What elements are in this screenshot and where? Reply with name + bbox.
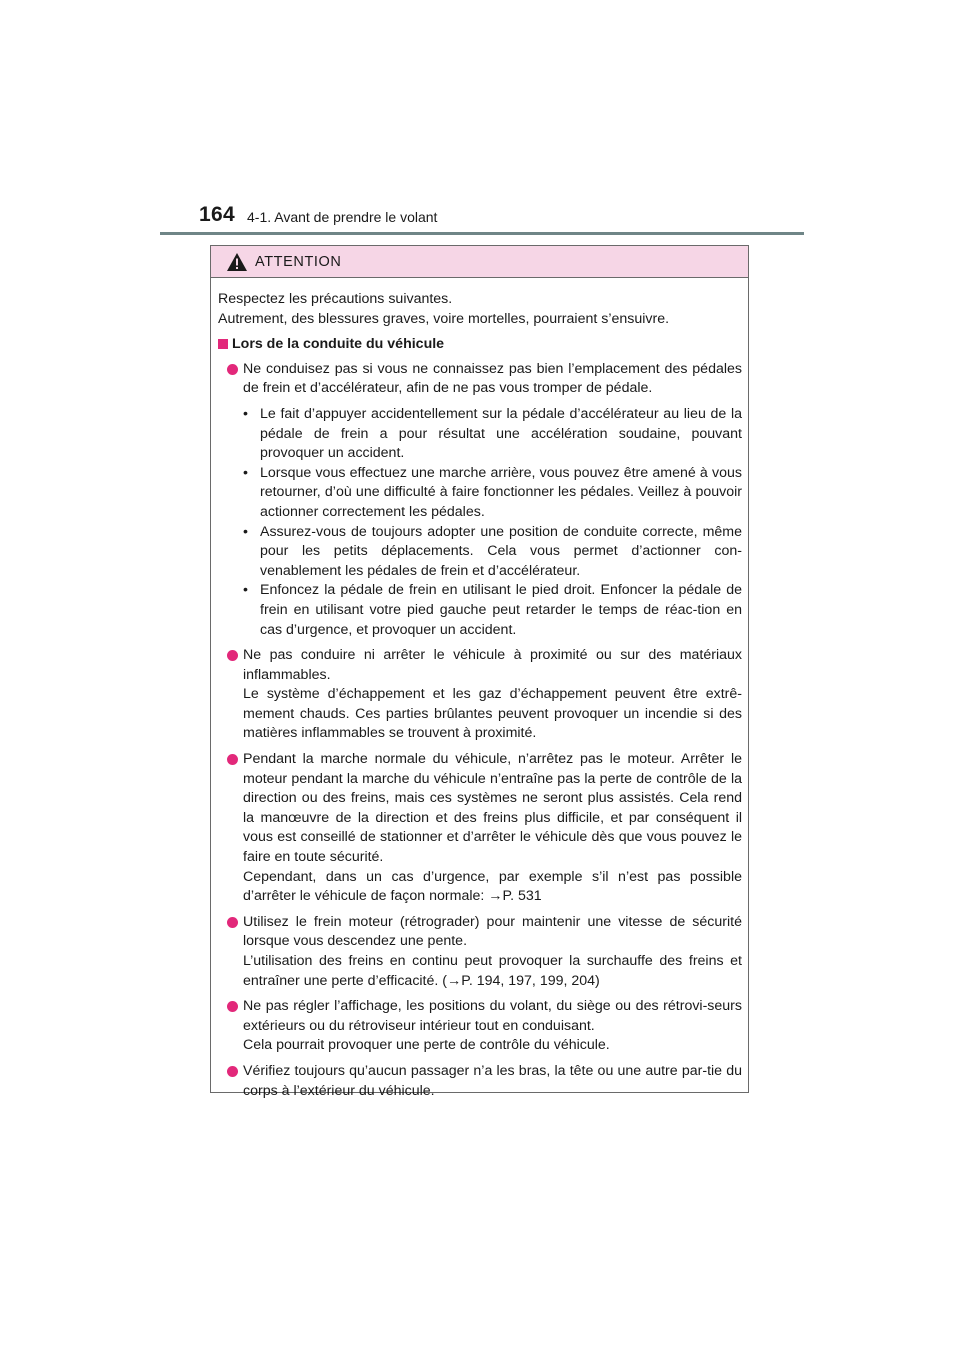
- section-heading-text: Lors de la conduite du véhicule: [232, 336, 445, 353]
- page-number: 164: [199, 203, 235, 226]
- header-rule: [160, 232, 804, 235]
- warning-body: [218, 290, 742, 1107]
- sub-list-item-text: Lorsque vous effectuez une marche arrière, vous pouvez être amené à vous retourner, d’où une difficulté à faire fonctionner les pédales. Veillez à pouvoir actionner correctement les pédales.: [260, 464, 742, 520]
- warning-item-paragraph: Pendant la marche normale du véhicule, n’arrêtez pas le moteur. Arrêter le moteur pendant la marche du véhicule n’entraîne pas la perte de contrôle de la direction ou des freins, mais ces systèmes ne seront plus assistés. Cela rend la manœuvre de la direction et des freins plus difficile, et par conséquent il vous est conseillé de stationner et d’arrêter le véhicule dès que vous pouvez le faire en toute sécurité.: [243, 751, 742, 866]
- warning-item-paragraph: Ne pas conduire ni arrêter le véhicule à proximité ou sur des matériaux inflammables.: [243, 647, 742, 683]
- warning-item: [218, 750, 742, 907]
- warning-item-list: [218, 360, 742, 1101]
- round-bullet-icon: [227, 754, 238, 765]
- intro: [218, 290, 742, 329]
- sub-list-item: [243, 523, 742, 582]
- warning-item-paragraph: Ne conduisez pas si vous ne connaissez pas bien l’emplacement des pédales de frein et d’accélérateur, afin de ne pas vous tromper de pédale.: [243, 360, 742, 397]
- round-bullet-icon: [227, 650, 238, 661]
- round-bullet-icon: [227, 364, 238, 375]
- warning-item-paragraph: Utilisez le frein moteur (rétrograder) pour maintenir une vitesse de sécurité lorsque vous descendez une pente.: [243, 913, 742, 950]
- warning-item-paragraph: L’utilisation des freins en continu peut provoquer la surchauffe des freins et entraîner une perte d’efficacité. (→P. 194, 197, 199, 204): [243, 953, 742, 989]
- warning-title: ATTENTION: [255, 254, 342, 270]
- warning-item: [218, 1062, 742, 1101]
- round-bullet-icon: [227, 1066, 238, 1077]
- warning-item: [218, 913, 742, 991]
- intro-line: Respectez les précautions suivantes.: [218, 291, 453, 307]
- warning-item-paragraph: Le système d’échappement et les gaz d’échappement peuvent être extrê-mement chauds. Ces parties brûlantes peuvent provoquer un incendie si des matières inflammables se trouvent à proximité.: [243, 686, 742, 742]
- bullet-icon: •: [243, 464, 248, 481]
- warning-item: [218, 646, 742, 744]
- warning-item: [218, 360, 742, 640]
- running-head: 4-1. Avant de prendre le volant: [247, 209, 438, 225]
- sub-list-item-text: Assurez-vous de toujours adopter une position de conduite correcte, même pour les petits déplacements. Cela vous permet d’actionner con-venablement les pédales de frein et d’accélérateur.: [260, 523, 742, 579]
- sub-list-item: [243, 581, 742, 640]
- section-heading: [218, 335, 742, 355]
- square-bullet-icon: [218, 339, 228, 349]
- sub-list-item: [243, 464, 742, 523]
- bullet-icon: •: [243, 405, 248, 422]
- sub-list-item-text: Le fait d’appuyer accidentellement sur la pédale d’accélérateur au lieu de la pédale de frein a pour résultat une accélération soudaine, pouvant provoquer un accident.: [260, 405, 742, 462]
- warning-item-paragraph: Vérifiez toujours qu’aucun passager n’a les bras, la tête ou une autre par-tie du corps à l’extérieur du véhicule.: [243, 1062, 742, 1099]
- sub-list: [243, 405, 742, 640]
- bullet-icon: •: [243, 582, 248, 599]
- warning-triangle-icon: [226, 252, 248, 272]
- warning-box: [210, 245, 749, 1099]
- sub-list-item: [243, 405, 742, 464]
- round-bullet-icon: [227, 917, 238, 928]
- sub-list-item-text: Enfoncez la pédale de frein en utilisant le pied droit. Enfoncer la pédale de frein en utilisant votre pied gauche peut retarder le temps de réac-tion en cas d’urgence, et provoquer un accident.: [260, 582, 742, 638]
- bullet-icon: •: [243, 523, 248, 540]
- warning-item-paragraph: Cela pourrait provoquer une perte de contrôle du véhicule.: [243, 1037, 610, 1054]
- warning-item-paragraph: Ne pas régler l’affichage, les positions du volant, du siège ou des rétrovi-seurs extérieurs ou du rétroviseur intérieur tout en conduisant.: [243, 998, 742, 1034]
- intro-line: Autrement, des blessures graves, voire mortelles, pourraient s’ensuivre.: [218, 310, 670, 327]
- round-bullet-icon: [227, 1001, 238, 1012]
- warning-item: [218, 997, 742, 1056]
- warning-item-paragraph: Cependant, dans un cas d’urgence, par exemple s’il n’est pas possible d’arrêter le véhicule de façon normale: →P. 531: [243, 868, 742, 905]
- warning-header: [211, 246, 748, 278]
